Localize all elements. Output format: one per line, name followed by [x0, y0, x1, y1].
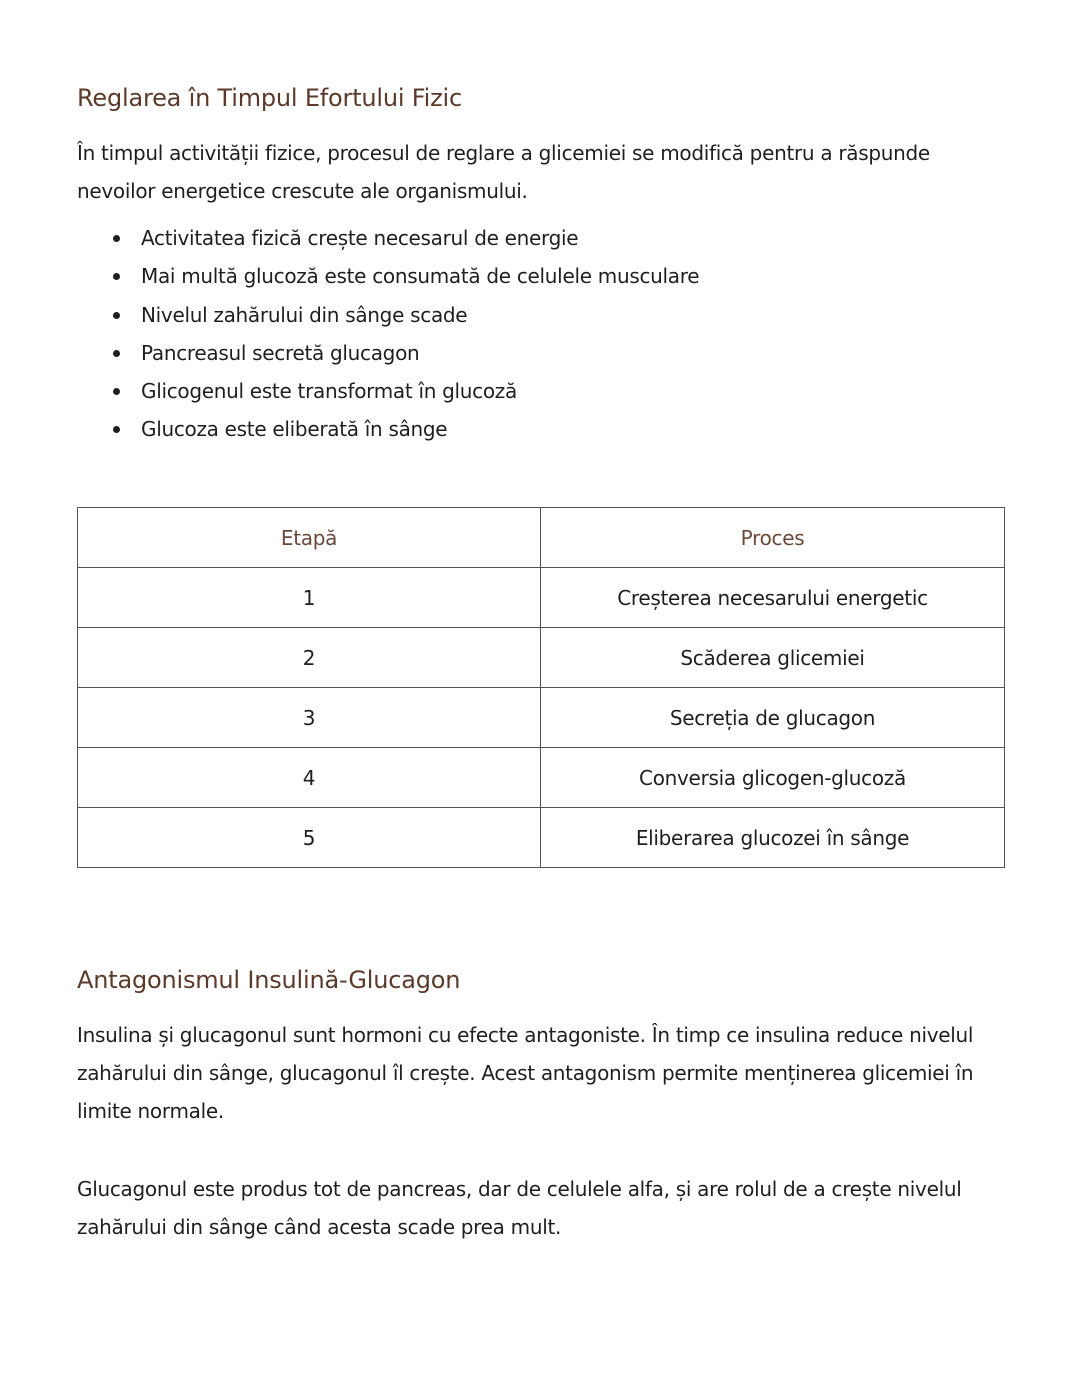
table-row: [78, 808, 1005, 868]
column-header-process: Proces: [541, 508, 1005, 568]
column-header-step: Etapă: [78, 508, 541, 568]
antagonism-paragraph: Insulina și glucagonul sunt hormoni cu efecte antagoniste. În timp ce insulina reduce nivelul zahărului din sânge, glucagonul îl crește. Acest antagonism permite menținerea glicemiei în limite normale.: [77, 1023, 974, 1123]
step-process: Creșterea necesarului energetic: [541, 568, 1005, 628]
list-item: Nivelul zahărului din sânge scade: [110, 296, 699, 334]
list-item: Glucoza este eliberată în sânge: [110, 410, 699, 448]
list-item: Glicogenul este transformat în glucoză: [110, 372, 699, 410]
table-row: [78, 568, 1005, 628]
section-title-exercise: Reglarea în Timpul Efortului Fizic: [77, 84, 462, 112]
step-process: Eliberarea glucozei în sânge: [541, 808, 1005, 868]
step-number: 2: [78, 628, 541, 688]
table-row: [78, 748, 1005, 808]
bullet-icon: [113, 273, 120, 280]
list-item: Mai multă glucoză este consumată de celulele musculare: [110, 257, 699, 295]
step-number: 4: [78, 748, 541, 808]
steps-table: [77, 507, 1005, 868]
glucagon-paragraph: Glucagonul este produs tot de pancreas, dar de celulele alfa, și are rolul de a crește nivelul zahărului din sânge când acesta scade prea mult.: [77, 1177, 962, 1239]
step-number: 3: [78, 688, 541, 748]
bullet-list: [110, 219, 699, 449]
list-item: Pancreasul secretă glucagon: [110, 334, 699, 372]
step-process: Conversia glicogen-glucoză: [541, 748, 1005, 808]
intro-paragraph: În timpul activității fizice, procesul de reglare a glicemiei se modifică pentru a răspunde nevoilor energetice crescute ale organismului.: [77, 141, 930, 203]
list-item: Activitatea fizică crește necesarul de energie: [110, 219, 699, 257]
bullet-icon: [113, 350, 120, 357]
bullet-icon: [113, 312, 120, 319]
table-row: [78, 628, 1005, 688]
step-number: 1: [78, 568, 541, 628]
bullet-icon: [113, 426, 120, 433]
bullet-icon: [113, 235, 120, 242]
table-header-row: [78, 508, 1005, 568]
table-row: [78, 688, 1005, 748]
step-number: 5: [78, 808, 541, 868]
step-process: Scăderea glicemiei: [541, 628, 1005, 688]
section-title-antagonism: Antagonismul Insulină-Glucagon: [77, 966, 461, 994]
bullet-icon: [113, 388, 120, 395]
step-process: Secreția de glucagon: [541, 688, 1005, 748]
